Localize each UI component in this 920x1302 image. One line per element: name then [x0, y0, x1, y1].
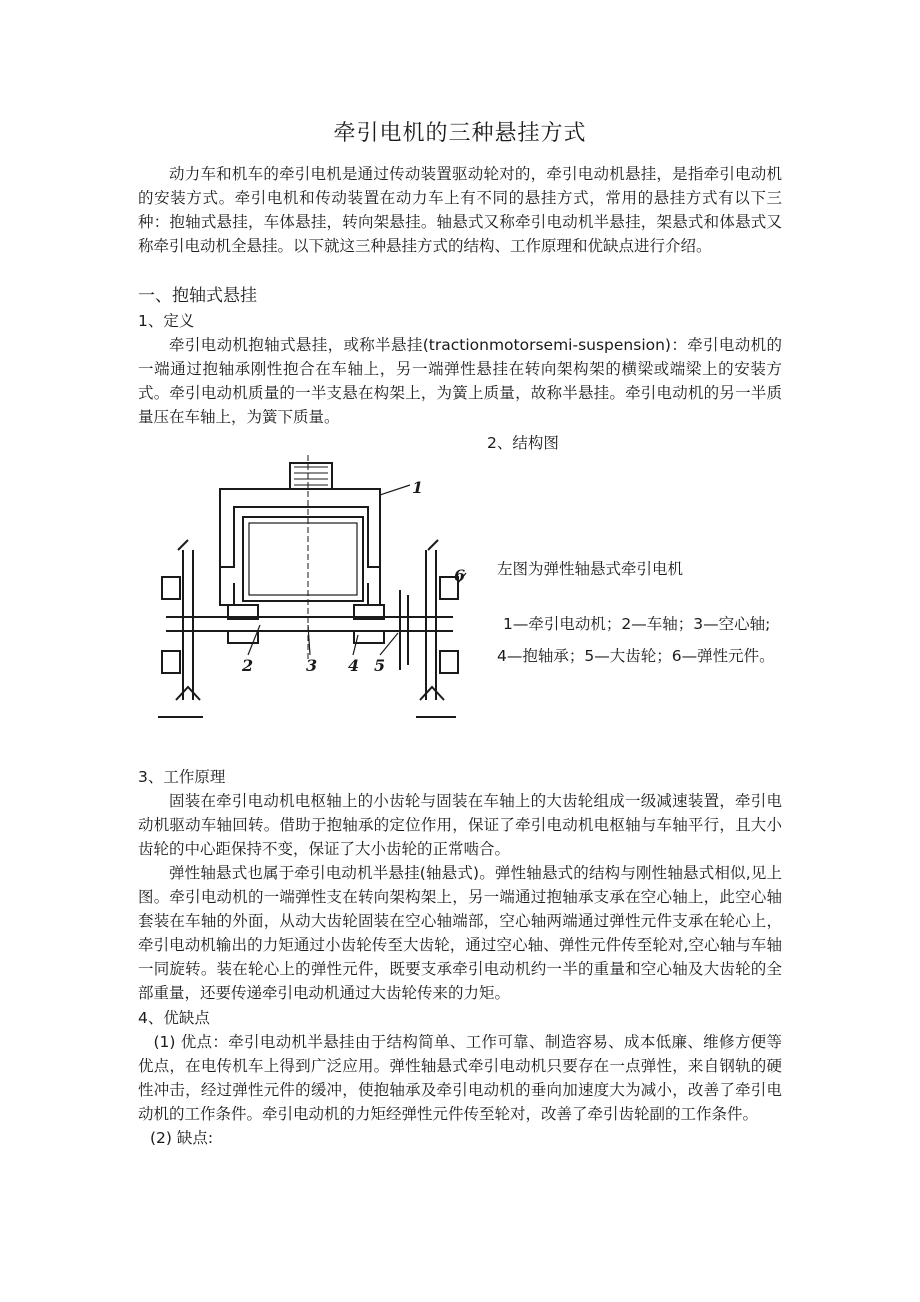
pros-cons-heading: 4、优缺点 [138, 1009, 210, 1027]
principle-paragraph-1: 固装在牵引电动机电枢轴上的小齿轮与固装在车轴上的大齿轮组成一级减速装置，牵引电动机驱动车轴回转。借助于抱轴承的定位作用，保证了牵引电动机电枢轴与车轴平行，且大小齿轮的中心距保持不变，保证了大小齿轮的正常啮合。 [138, 792, 782, 858]
structure-diagram [148, 455, 468, 735]
diagram-label-4: 4 [348, 656, 360, 675]
diagram-label-2: 2 [242, 656, 254, 675]
figure-legend-line1: 1—牵引电动机；2—车轴；3—空心轴; [503, 615, 771, 633]
section-heading-axle-suspension: 一、抱轴式悬挂 [138, 286, 257, 306]
diagram-label-3: 3 [306, 656, 318, 675]
elastic-element-left-top [162, 577, 180, 599]
structure-heading: 2、结构图 [487, 434, 559, 452]
diagram-label-5: 5 [374, 656, 386, 675]
principle-paragraph-2: 弹性轴悬式也属于牵引电动机半悬挂(轴悬式)。弹性轴悬式的结构与刚性轴悬式相似,见上图。牵引电动机的一端弹性支在转向架构架上，另一端通过抱轴承支承在空心轴上，此空心轴套装在车轴的外面，从动大齿轮固装在空心轴端部，空心轴两端通过弹性元件支承在轮心上，牵引电动机输出的力矩通过小齿轮传至大齿轮，通过空心轴、弹性元件传至轮对,空心轴与车轴一同旋转。装在轮心上的弹性元件，既要支承牵引电动机约一半的重量和空心轴及大齿轮的全部重量，还要传递牵引电动机通过大齿轮传来的力矩。 [138, 864, 782, 1002]
definition-paragraph: 牵引电动机抱轴式悬挂，或称半悬挂(tractionmotorsemi-suspension)：牵引电动机的一端通过抱轴承刚性抱合在车轴上，另一端弹性悬挂在转向架构架的横梁或端梁上的安装方式。牵引电动机质量的一半支悬在构架上，为簧上质量，故称半悬挂。牵引电动机的另一半质量压在车轴上，为簧下质量。 [138, 336, 782, 426]
motor-body [243, 517, 363, 601]
principle-heading: 3、工作原理 [138, 768, 226, 786]
figure-caption-title: 左图为弹性轴悬式牵引电机 [497, 560, 684, 578]
pros-paragraph: (1) 优点：牵引电动机半悬挂由于结构简单、工作可靠、制造容易、成本低廉、维修方便等优点，在电传机车上得到广泛应用。弹性轴悬式牵引电动机只要存在一点弹性，来自钢轨的硬性冲击，经过弹性元件的缓冲，使抱轴承及牵引电动机的垂向加速度大为减小，改善了牵引电动机的工作条件。牵引电动机的力矩经弹性元件传至轮对，改善了牵引齿轮副的工作条件。 [138, 1033, 782, 1123]
figure-legend-line2: 4—抱轴承；5—大齿轮；6—弹性元件。 [497, 647, 775, 665]
cons-heading: (2) 缺点: [150, 1129, 214, 1147]
page-title: 牵引电机的三种悬挂方式 [333, 121, 587, 146]
definition-heading: 1、定义 [138, 312, 195, 330]
diagram-label-6: 6 [454, 566, 466, 585]
intro-paragraph: 动力车和机车的牵引电机是通过传动装置驱动轮对的，牵引电动机悬挂，是指牵引电动机的安装方式。牵引电机和传动装置在动力车上有不同的悬挂方式，常用的悬挂方式有以下三种：抱轴式悬挂，车体悬挂，转向架悬挂。轴悬式又称牵引电动机半悬挂，架悬式和体悬式又称牵引电动机全悬挂。以下就这三种悬挂方式的结构、工作原理和优缺点进行介绍。 [138, 165, 782, 255]
elastic-element-right-bottom [440, 651, 458, 673]
elastic-element-left-bottom [162, 651, 180, 673]
diagram-label-1: 1 [412, 478, 424, 497]
